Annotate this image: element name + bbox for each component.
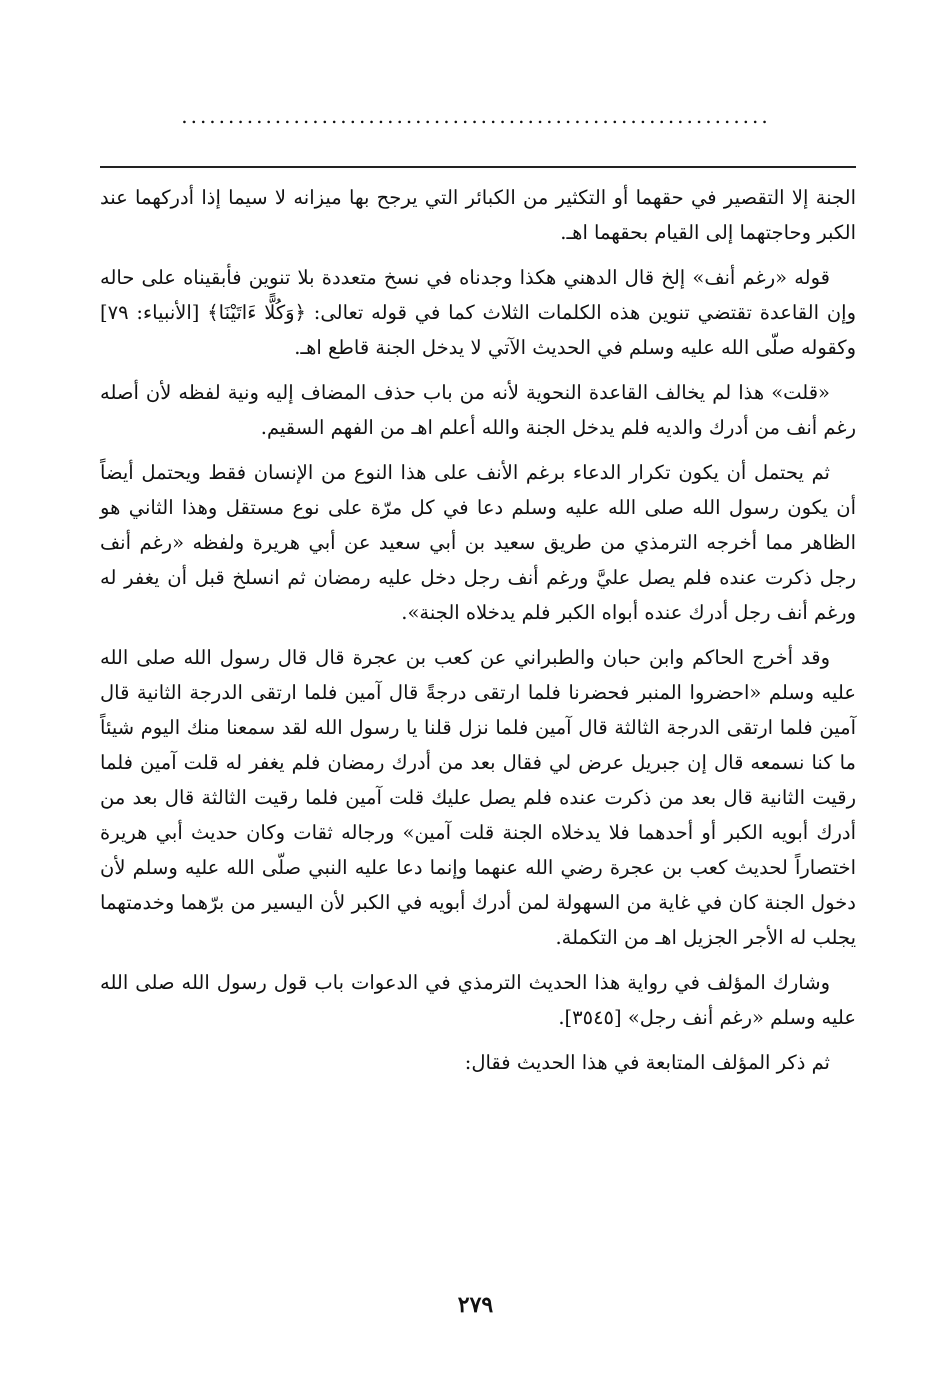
paragraph-7: ثم ذكر المؤلف المتابعة في هذا الحديث فقال: xyxy=(464,1051,830,1074)
paragraph-2: قوله «رغم أنف» إلخ قال الدهني هكذا وجدناه في نسخ متعددة بلا تنوين فأبقيناه على حاله وإن القاعدة تقتضي تنوين هذه الكلمات الثلاث كما في قوله تعالى: ﴿وَكُلًّا ءَاتَيْنَا﴾ [الأنبياء: ٧٩] وكقوله صلّى الله عليه وسلم في الحديث الآتي لا يدخل الجنة قاطع اهـ. xyxy=(100,266,856,359)
page-number: ٢٧٩ xyxy=(457,1292,494,1318)
header-dotted-line: ............................................................... xyxy=(181,106,771,126)
paragraph-1: الجنة إلا التقصير في حقهما أو التكثير من الكبائر التي يرجح بها ميزانه لا سيما إذا أدركهما عند الكبر وحاجتهما إلى القيام بحقهما اهـ. xyxy=(100,186,856,244)
paragraph-5: وقد أخرج الحاكم وابن حبان والطبراني عن كعب بن عجرة قال قال رسول الله صلى الله عليه وسلم «احضروا المنبر فحضرنا فلما ارتقى درجةً قال آمين فلما ارتقى الدرجة الثانية قال آمين فلما ارتقى الدرجة الثالثة قال آمين فلما نزل قلنا يا رسول الله لقد سمعنا منك اليوم شيئاً ما كنا نسمعه قال إن جبريل عرض لي فقال بعد من أدرك رمضان فلم يغفر له قلت آمين فلما رقيت الثانية قال بعد من ذكرت عنده فلم يصل عليك قلت آمين فلما رقيت الثالثة قال بعد من أدرك أبويه الكبر أو أحدهما فلا يدخلاه الجنة قلت آمين» ورجاله ثقات وكان حديث أبي هريرة اختصاراً لحديث كعب بن عجرة رضي الله عنهما وإنما دعا عليه النبي صلّى الله عليه وسلم لأن دخول الجنة كان في غاية من السهولة لمن أدرك أبويه في الكبر لأن اليسير من برّهما وخدمتهما يجلب له الأجر الجزيل اهـ من التكملة. xyxy=(100,646,856,949)
header-rule xyxy=(100,166,856,168)
paragraph-4: ثم يحتمل أن يكون تكرار الدعاء برغم الأنف على هذا النوع من الإنسان فقط ويحتمل أيضاً أن يكون رسول الله صلى الله عليه وسلم دعا في كل مرّة على نوع مستقل وهذا الثاني هو الظاهر مما أخرجه الترمذي من طريق سعيد بن أبي سعيد عن أبي هريرة ولفظه «رغم أنف رجل ذكرت عنده فلم يصل عليَّ ورغم أنف رجل دخل عليه رمضان ثم انسلخ قبل أن يغفر له ورغم أنف رجل أدرك عنده أبواه الكبر فلم يدخلاه الجنة». xyxy=(100,461,856,624)
paragraph-6: وشارك المؤلف في رواية هذا الحديث الترمذي في الدعوات باب قول رسول الله صلى الله عليه وسلم «رغم أنف رجل» [٣٥٤٥]. xyxy=(100,971,856,1029)
page-body xyxy=(100,180,856,1090)
paragraph-3: «قلت» هذا لم يخالف القاعدة النحوية لأنه من باب حذف المضاف إليه ونية لفظه لأن أصله رغم أنف من أدرك والديه فلم يدخل الجنة والله أعلم اهـ من الفهم السقيم. xyxy=(100,381,856,439)
